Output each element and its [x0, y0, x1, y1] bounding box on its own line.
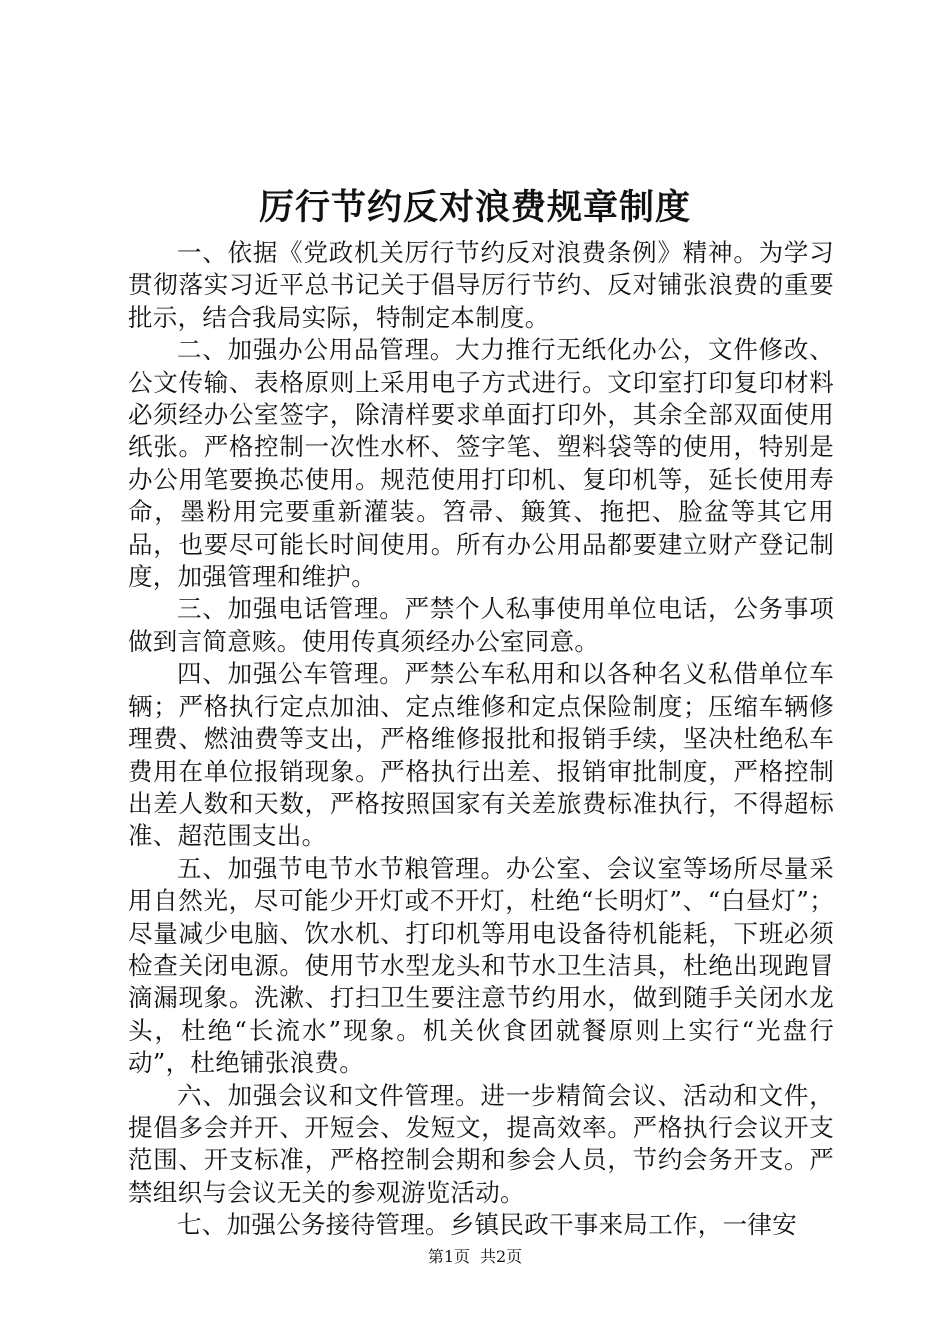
paragraph-6: 六、加强会议和文件管理。进一步精简会议、活动和文件，提倡多会并开、开短会、发短文，提高效率。严格执行会议开支范围、开支标准，严格控制会期和参会人员，节约会务开支。严禁组织与会议无关的参观游览活动。	[128, 1080, 834, 1207]
page-footer	[0, 1246, 950, 1268]
paragraph-4: 四、加强公车管理。严禁公车私用和以各种名义私借单位车辆；严格执行定点加油、定点维修和定点保险制度；压缩车辆修理费、燃油费等支出，严格维修报批和报销手续，坚决杜绝私车费用在单位报销现象。严格执行出差、报销审批制度，严格控制出差人数和天数，严格按照国家有关差旅费标准执行，不得超标准、超范围支出。	[128, 659, 834, 851]
page-number: 第1页	[427, 1247, 470, 1266]
paragraph-2: 二、加强办公用品管理。大力推行无纸化办公，文件修改、公文传输、表格原则上采用电子方式进行。文印室打印复印材料必须经办公室签字，除清样要求单面打印外，其余全部双面使用纸张。严格控制一次性水杯、签字笔、塑料袋等的使用，特别是办公用笔要换芯使用。规范使用打印机、复印机等，延长使用寿命，墨粉用完要重新灌装。笤帚、簸箕、拖把、脸盆等其它用品，也要尽可能长时间使用。所有办公用品都要建立财产登记制度，加强管理和维护。	[128, 335, 834, 592]
paragraph-7: 七、加强公务接待管理。乡镇民政干事来局工作，一律安	[177, 1210, 797, 1240]
paragraph-3: 三、加强电话管理。严禁个人私事使用单位电话，公务事项做到言简意赅。使用传真须经办公室同意。	[128, 594, 834, 656]
document-body	[128, 237, 834, 1242]
paragraph-5: 五、加强节电节水节粮管理。办公室、会议室等场所尽量采用自然光，尽可能少开灯或不开灯，杜绝“长明灯”、“白昼灯”；尽量减少电脑、饮水机、打印机等用电设备待机能耗，下班必须检查关闭电源。使用节水型龙头和节水卫生洁具，杜绝出现跑冒滴漏现象。洗漱、打扫卫生要注意节约用水，做到随手关闭水龙头，杜绝“长流水”现象。机关伙食团就餐原则上实行“光盘行动”，杜绝铺张浪费。	[128, 853, 834, 1078]
paragraph-1: 一、依据《党政机关厉行节约反对浪费条例》精神。为学习贯彻落实习近平总书记关于倡导厉行节约、反对铺张浪费的重要批示，结合我局实际，特制定本制度。	[128, 238, 834, 332]
document-title: 厉行节约反对浪费规章制度	[258, 187, 691, 228]
page-total: 共2页	[480, 1247, 523, 1266]
